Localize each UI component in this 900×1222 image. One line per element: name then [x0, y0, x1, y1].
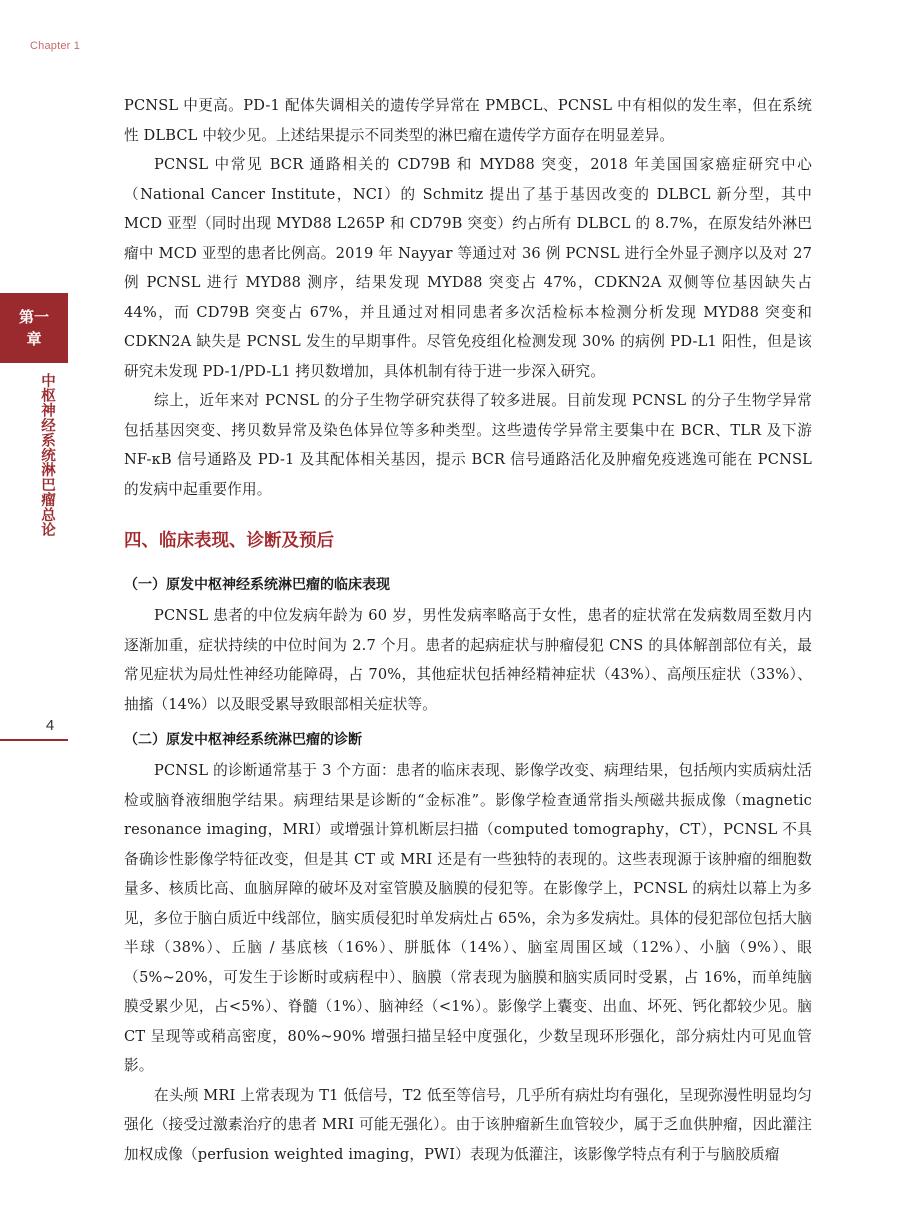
section-heading: 四、临床表现、诊断及预后: [124, 531, 334, 551]
chapter-side-tab: [0, 293, 68, 363]
subsection-heading-clinical: （一）原发中枢神经系统淋巴瘤的临床表现: [124, 577, 390, 593]
chapter-side-title: 中枢神经系统淋巴瘤总论: [39, 373, 55, 537]
paragraph: PCNSL 患者的中位发病年龄为 60 岁，男性发病率略高于女性，患者的症状常在发病数周至数月内逐渐加重，症状持续的中位时间为 2.7 个月。患者的起病症状与肿瘤侵犯 CNS 的具体解剖部位有关，最常见症状为局灶性神经功能障碍，占 70%，其他症状包括神经精神症状（43%）、高颅压症状（33%）、抽搐（14%）以及眼受累导致眼部相关症状等。: [124, 607, 812, 713]
chapter-tab-top: 第一: [18, 308, 49, 326]
paragraph: 综上，近年来对 PCNSL 的分子生物学研究获得了较多进展。目前发现 PCNSL 的分子生物学异常包括基因突变、拷贝数异常及染色体异位等多种类型。这些遗传学异常主要集中在 BCR、TLR 及下游 NF-κB 信号通路及 PD-1 及其配体相关基因，提示 BCR 信号通路活化及肿瘤免疫逃逸可能在 PCNSL 的发病中起重要作用。: [124, 392, 812, 498]
paragraph: PCNSL 的诊断通常基于 3 个方面：患者的临床表现、影像学改变、病理结果，包括颅内实质病灶活检或脑脊液细胞学结果。病理结果是诊断的“金标准”。影像学检查通常指头颅磁共振成像（magnetic resonance imaging，MRI）或增强计算机断层扫描（computed tomography，CT），PCNSL 不具备确诊性影像学特征改变，但是其 CT 或 MRI 还是有一些独特的表现的。这些表现源于该肿瘤的细胞数量多、核质比高、血脑屏障的破坏及对室管膜及脑膜的侵犯等。在影像学上，PCNSL 的病灶以幕上为多见，多位于脑白质近中线部位，脑实质侵犯时单发病灶占 65%，余为多发病灶。具体的侵犯部位包括大脑半球（38%）、丘脑 / 基底核（16%）、胼胝体（14%）、脑室周围区域（12%）、小脑（9%）、眼（5%~20%，可发生于诊断时或病程中）、脑膜（常表现为脑膜和脑实质同时受累，占 16%，而单纯脑膜受累少见，占<5%）、脊髓（1%）、脑神经（<1%）。影像学上囊变、出血、坏死、钙化都较少见。脑 CT 呈现等或稍高密度，80%~90% 增强扫描呈轻中度强化，少数呈现环形强化，部分病灶内可见血管影。: [124, 762, 812, 1074]
paragraph: PCNSL 中更高。PD-1 配体失调相关的遗传学异常在 PMBCL、PCNSL 中有相似的发生率，但在系统性 DLBCL 中较少见。上述结果提示不同类型的淋巴瘤在遗传学方面存在明显差异。: [124, 97, 812, 144]
paragraph: 在头颅 MRI 上常表现为 T1 低信号，T2 低至等信号，几乎所有病灶均有强化，呈现弥漫性明显均匀强化（接受过激素治疗的患者 MRI 可能无强化）。由于该肿瘤新生血管较少，属于乏血供肿瘤，因此灌注加权成像（perfusion weighted imaging，PWI）表现为低灌注，该影像学特点有利于与脑胶质瘤: [124, 1086, 812, 1163]
body-text: [124, 91, 812, 1169]
chapter-tab-bottom: 章: [26, 330, 42, 348]
page-number-rule: [0, 739, 68, 741]
subsection-heading-diagnosis: （二）原发中枢神经系统淋巴瘤的诊断: [124, 732, 362, 748]
paragraph: PCNSL 中常见 BCR 通路相关的 CD79B 和 MYD88 突变，2018 年美国国家癌症研究中心（National Cancer Institute，NCI）的 Schmitz 提出了基于基因改变的 DLBCL 新分型，其中 MCD 亚型（同时出现 MYD88 L265P 和 CD79B 突变）约占所有 DLBCL 的 8.7%，在原发结外淋巴瘤中 MCD 亚型的患者比例高。2019 年 Nayyar 等通过对 36 例 PCNSL 进行全外显子测序以及对 27 例 PCNSL 进行 MYD88 测序，结果发现 MYD88 突变占 47%，CDKN2A 双侧等位基因缺失占 44%，而 CD79B 突变占 67%，并且通过对相同患者多次活检标本检测分析发现 MYD88 突变和 CDKN2A 缺失是 PCNSL 发生的早期事件。尽管免疫组化检测发现 30% 的病例 PD-L1 阳性，但是该研究未发现 PD-1/PD-L1 拷贝数增加，具体机制有待于进一步深入研究。: [124, 156, 812, 380]
page-number: 4: [45, 717, 55, 734]
chapter-label: Chapter 1: [30, 40, 81, 52]
